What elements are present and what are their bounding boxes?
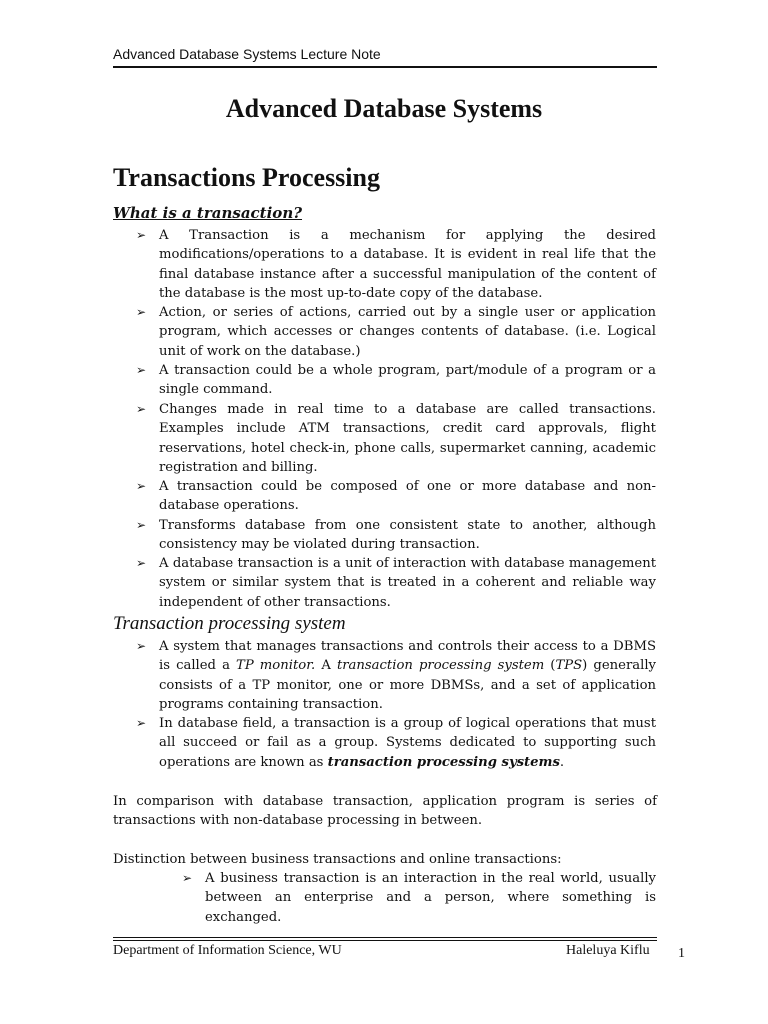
footer-rule [113, 940, 657, 941]
arrow-bullet-icon: ➢ [136, 363, 147, 377]
arrow-bullet-icon: ➢ [136, 518, 147, 532]
list-item-text: A business transaction is an interaction in the real world, usually between an enterprise and a person, where something is exchanged. [205, 871, 656, 925]
arrow-bullet-icon: ➢ [136, 639, 147, 653]
list-item-text: A transaction could be a whole program, part/module of a program or a single command. [159, 363, 656, 398]
list-item [136, 226, 656, 304]
list-item [136, 361, 656, 400]
list-item-text: Transforms database from one consistent state to another, although consistency may be violated during transaction. [159, 518, 656, 553]
arrow-bullet-icon: ➢ [136, 228, 147, 242]
list-item-text: A Transaction is a mechanism for applying the desired modifications/operations to a database. It is evident in real life that the final database instance after a successful manipulation of the content of the database is the most up-to-date copy of the database. [159, 228, 656, 302]
page-number: 1 [678, 946, 685, 961]
subheading-what-is-transaction: What is a transaction? [113, 204, 303, 222]
term-tps: transaction processing system [336, 658, 545, 674]
list-item-text [159, 714, 656, 772]
footer-rule [113, 937, 657, 938]
header-text: Advanced Database Systems Lecture Note [113, 46, 381, 62]
list-item-text: A transaction could be composed of one or more database and non-database operations. [159, 479, 656, 514]
paragraph-distinction: Distinction between business transactions and online transactions: [113, 852, 562, 867]
list-item [136, 516, 656, 555]
list-item [136, 477, 656, 516]
list-item-text: Changes made in real time to a database are called transactions. Examples include ATM transactions, credit card approvals, flight reservations, hotel check-in, phone calls, supermarket canning, academic registration and billing. [159, 402, 656, 476]
list-item [136, 400, 656, 478]
term-tps-abbrev: TPS [555, 658, 583, 674]
list-item-text [159, 637, 656, 715]
paragraph-comparison: In comparison with database transaction, application program is series of transactions with non-database processing in between. [113, 794, 657, 829]
footer-author: Haleluya Kiflu [566, 943, 650, 958]
arrow-bullet-icon: ➢ [136, 556, 147, 570]
text-run: . [559, 754, 565, 770]
section-heading: Transactions Processing [113, 163, 380, 192]
term-tps-systems: transaction processing systems [327, 754, 560, 770]
arrow-bullet-icon: ➢ [136, 402, 147, 416]
header-rule [113, 66, 657, 68]
list-item [136, 554, 656, 612]
list-item [136, 303, 656, 361]
arrow-bullet-icon: ➢ [136, 305, 147, 319]
subheading-transaction-processing-system: Transaction processing system [113, 613, 346, 634]
footer-department: Department of Information Science, WU [113, 943, 342, 958]
text-run: ( [544, 658, 556, 674]
list-item-text: A database transaction is a unit of interaction with database management system or similar system that is treated in a coherent and reliable way independent of other transactions. [159, 556, 656, 610]
list-item [136, 714, 656, 772]
list-item [182, 869, 656, 927]
text-run: ) generally consists of a TP monitor, one or more DBMSs, and a set of application programs containing transaction. [159, 658, 656, 713]
text-run: In database field, a transaction is a group of logical operations that must all succeed or fail as a group. Systems dedicated to supporting such operations are known as [159, 716, 656, 770]
arrow-bullet-icon: ➢ [182, 871, 193, 885]
document-title: Advanced Database Systems [225, 94, 543, 123]
list-item-text: Action, or series of actions, carried out by a single user or application program, which accesses or changes contents of database. (i.e. Logical unit of work on the database.) [159, 305, 656, 359]
text-run: A system that manages transactions and controls their access to a DBMS is called a [159, 639, 656, 674]
text-run: A [315, 658, 337, 674]
term-tp-monitor: TP monitor. [236, 658, 316, 674]
list-item [136, 637, 656, 715]
arrow-bullet-icon: ➢ [136, 479, 147, 493]
arrow-bullet-icon: ➢ [136, 716, 147, 730]
